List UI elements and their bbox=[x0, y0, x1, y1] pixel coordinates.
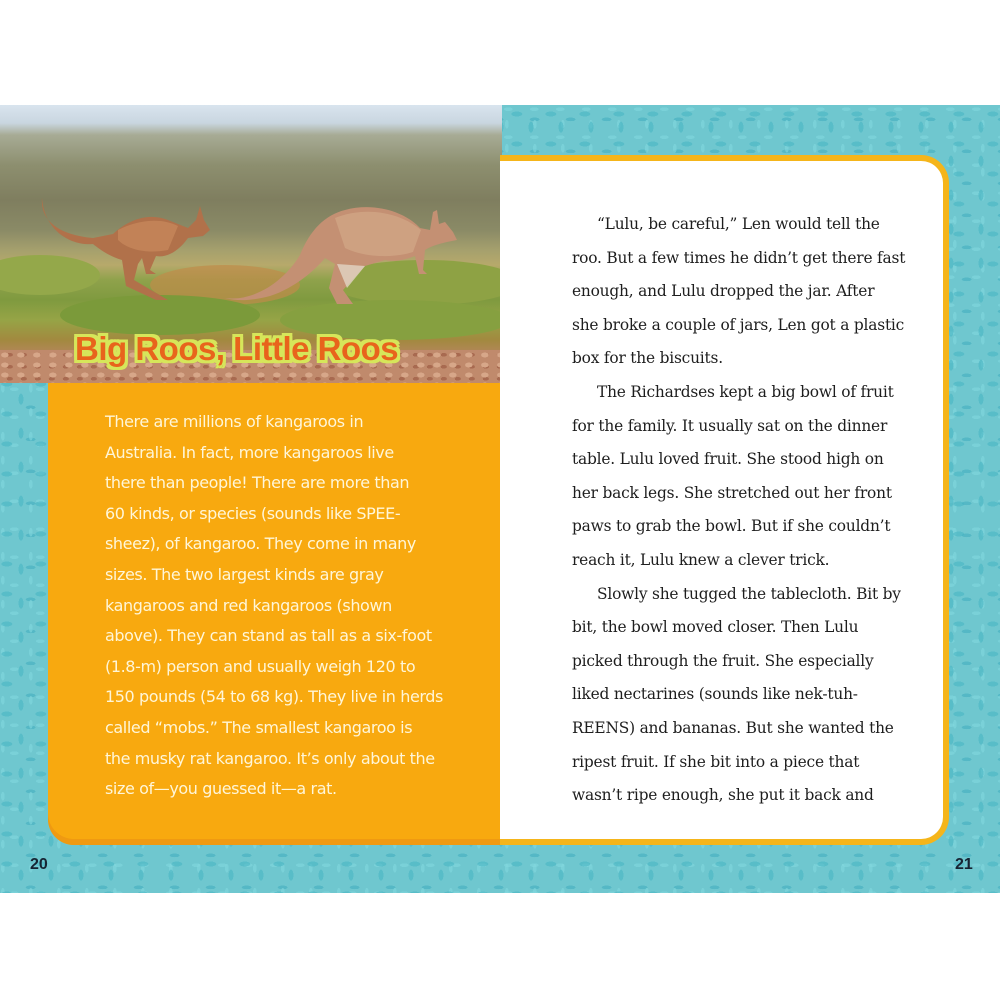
story-line: roo. But a few times he didn’t get there fast bbox=[572, 248, 906, 267]
sidebar-line: (1.8-m) person and usually weigh 120 to bbox=[105, 656, 416, 676]
small-kangaroo-icon bbox=[38, 190, 213, 300]
large-kangaroo-icon bbox=[225, 170, 465, 305]
fact-sidebar bbox=[48, 383, 502, 845]
book-spread bbox=[0, 105, 1000, 893]
story-line: wasn’t ripe enough, she put it back and bbox=[572, 786, 874, 805]
story-line: paws to grab the bowl. But if she couldn’t bbox=[572, 517, 891, 536]
sidebar-line: 60 kinds, or species (sounds like SPEE- bbox=[105, 503, 401, 523]
sidebar-line: Australia. In fact, more kangaroos live bbox=[105, 442, 394, 462]
sidebar-line: There are millions of kangaroos in bbox=[105, 412, 364, 431]
page-number-left: 20 bbox=[30, 856, 48, 873]
story-line: The Richardses kept a big bowl of fruit bbox=[597, 382, 894, 401]
story-line: for the family. It usually sat on the dinner bbox=[572, 416, 888, 435]
story-line: REENS) and bananas. But she wanted the bbox=[572, 718, 894, 737]
sidebar-line: above). They can stand as tall as a six-foot bbox=[105, 626, 432, 646]
kangaroo-photo bbox=[0, 105, 502, 383]
story-line: her back legs. She stretched out her front bbox=[572, 483, 892, 502]
story-line: table. Lulu loved fruit. She stood high on bbox=[572, 450, 884, 469]
story-line: enough, and Lulu dropped the jar. After bbox=[572, 282, 875, 301]
sidebar-line: size of—you guessed it—a rat. bbox=[105, 779, 337, 799]
page-number-right: 21 bbox=[955, 856, 973, 873]
sidebar-line: sheez), of kangaroo. They come in many bbox=[105, 534, 416, 554]
sidebar-line: sizes. The two largest kinds are gray bbox=[105, 564, 384, 584]
story-text bbox=[572, 208, 917, 813]
story-line: Slowly she tugged the tablecloth. Bit by bbox=[597, 584, 901, 603]
sidebar-line: there than people! There are more than bbox=[105, 473, 410, 493]
story-text-card bbox=[500, 155, 949, 845]
story-line: she broke a couple of jars, Len got a plastic bbox=[572, 315, 905, 334]
story-line: picked through the fruit. She especially bbox=[572, 651, 874, 670]
fact-sidebar-text bbox=[105, 407, 455, 805]
story-line: liked nectarines (sounds like nek-tuh- bbox=[572, 685, 858, 704]
story-line: ripest fruit. If she bit into a piece that bbox=[572, 752, 860, 771]
story-line: “Lulu, be careful,” Len would tell the bbox=[597, 215, 880, 233]
story-line: reach it, Lulu knew a clever trick. bbox=[572, 550, 830, 569]
sidebar-line: kangaroos and red kangaroos (shown bbox=[105, 595, 392, 615]
sidebar-line: 150 pounds (54 to 68 kg). They live in herds bbox=[105, 687, 443, 707]
story-line: box for the biscuits. bbox=[572, 349, 723, 368]
section-heading: Big Roos, Little Roos bbox=[75, 330, 399, 367]
story-line: bit, the bowl moved closer. Then Lulu bbox=[572, 618, 859, 637]
sidebar-line: called “mobs.” The smallest kangaroo is bbox=[105, 717, 413, 737]
sidebar-line: the musky rat kangaroo. It’s only about the bbox=[105, 748, 435, 768]
